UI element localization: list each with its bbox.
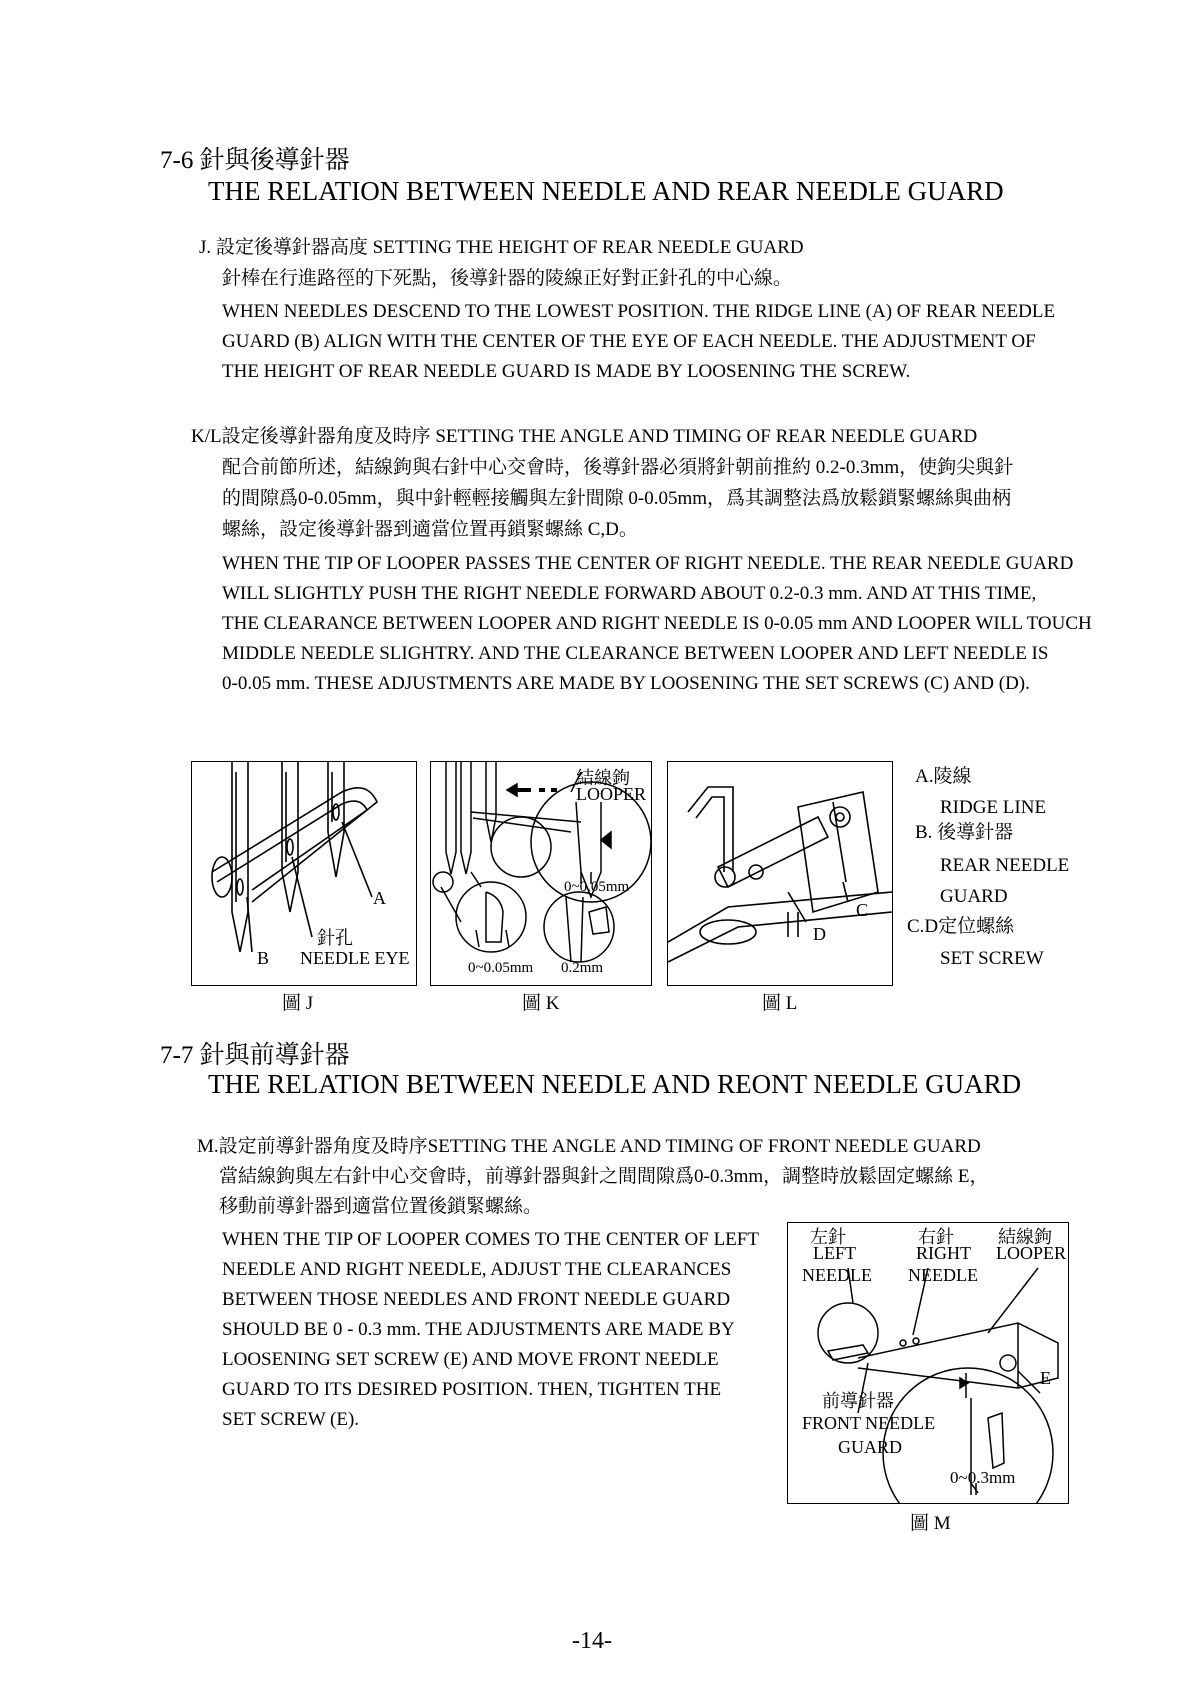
figure-j-label-eye-cn: 針孔 xyxy=(317,928,353,948)
figure-k xyxy=(430,761,652,986)
legend-cd-cn: C.D定位螺絲 xyxy=(907,916,1015,937)
figure-k-looper-en: LOOPER xyxy=(576,784,647,804)
subsection-kl-en-line: WHEN THE TIP OF LOOPER PASSES THE CENTER OF RIGHT NEEDLE. THE REAR NEEDLE GUARD xyxy=(222,553,1074,574)
legend-b-en: REAR NEEDLE xyxy=(940,855,1070,876)
subsection-m-en-line: GUARD TO ITS DESIRED POSITION. THEN, TIGHTEN THE xyxy=(222,1379,722,1400)
figure-j-label-a: A xyxy=(373,888,386,908)
figure-l-caption: 圖 L xyxy=(762,993,798,1014)
subsection-kl-en-line: 0-0.05 mm. THESE ADJUSTMENTS ARE MADE BY LOOSENING THE SET SCREWS (C) AND (D). xyxy=(222,673,1030,694)
figure-m-left-en2: NEEDLE xyxy=(802,1265,872,1285)
subsection-j-heading: J. 設定後導針器高度 SETTING THE HEIGHT OF REAR NEEDLE GUARD xyxy=(199,237,804,258)
figure-m xyxy=(787,1222,1069,1504)
figure-j-label-b: B xyxy=(257,948,270,968)
figure-m-right-en1: RIGHT xyxy=(916,1243,971,1263)
figure-m-looper-en: LOOPER xyxy=(996,1243,1067,1263)
figure-m-label-e: E xyxy=(1040,1368,1051,1388)
figure-l xyxy=(667,761,893,986)
subsection-kl-en-line: WILL SLIGHTLY PUSH THE RIGHT NEEDLE FORWARD ABOUT 0.2-0.3 mm. AND AT THIS TIME, xyxy=(222,583,1037,604)
figure-m-left-cn: 左針 xyxy=(810,1227,846,1247)
subsection-m-heading: M.設定前導針器角度及時序SETTING THE ANGLE AND TIMING OF FRONT NEEDLE GUARD xyxy=(197,1136,981,1157)
subsection-kl-heading: K/L設定後導針器角度及時序 SETTING THE ANGLE AND TIMING OF REAR NEEDLE GUARD xyxy=(191,426,978,447)
legend-a-en: RIDGE LINE xyxy=(940,797,1047,818)
subsection-j-cn: 針棒在行進路徑的下死點，後導針器的陵線正好對正針孔的中心線。 xyxy=(222,268,793,289)
legend-a-cn: A.陵線 xyxy=(915,766,972,787)
figure-k-gap-left: 0~0.05mm xyxy=(468,960,534,976)
subsection-kl-en-line: MIDDLE NEEDLE SLIGHTRY. AND THE CLEARANCE BETWEEN LOOPER AND LEFT NEEDLE IS xyxy=(222,643,1049,664)
figure-m-fng-cn: 前導針器 xyxy=(822,1391,894,1411)
subsection-m-en-line: NEEDLE AND RIGHT NEEDLE, ADJUST THE CLEARANCES xyxy=(222,1259,732,1280)
figure-m-looper-cn: 結線鉤 xyxy=(998,1227,1052,1247)
figure-l-label-c: C xyxy=(856,900,869,920)
figure-m-gap: 0~0.3mm xyxy=(950,1468,1016,1487)
subsection-m-cn-line: 移動前導針器到適當位置後鎖緊螺絲。 xyxy=(219,1196,543,1217)
figure-k-looper-cn: 結線鉤 xyxy=(576,768,630,788)
figure-l-drawing xyxy=(668,762,892,985)
figure-k-gap-middle: 0.2mm xyxy=(561,960,604,976)
figure-m-fng-en2: GUARD xyxy=(838,1437,903,1457)
subsection-m-cn-line: 當結線鉤與左右針中心交會時，前導針器與針之間間隙爲0-0.3mm，調整時放鬆固定螺絲 E， xyxy=(219,1166,989,1187)
subsection-m-en-line: LOOSENING SET SCREW (E) AND MOVE FRONT NEEDLE xyxy=(222,1349,719,1370)
section-7-6-title-cn: 7-6 針與後導針器 xyxy=(160,147,350,174)
section-7-7-title-en: THE RELATION BETWEEN NEEDLE AND REONT NEEDLE GUARD xyxy=(208,1069,1022,1099)
legend-cd-en: SET SCREW xyxy=(940,948,1044,969)
subsection-kl-en-line: THE CLEARANCE BETWEEN LOOPER AND RIGHT NEEDLE IS 0-0.05 mm AND LOOPER WILL TOUCH xyxy=(222,613,1092,634)
legend-b-cn: B. 後導針器 xyxy=(915,822,1014,843)
figure-m-left-en1: LEFT xyxy=(813,1243,856,1263)
figure-j-label-eye-en: NEEDLE EYE xyxy=(300,948,410,968)
page-number: -14- xyxy=(572,1628,612,1654)
subsection-kl-cn-line: 配合前節所述，結線鉤與右針中心交會時，後導針器必須將針朝前推約 0.2-0.3mm，使鉤尖與針 xyxy=(222,457,1014,478)
subsection-m-en-line: SHOULD BE 0 - 0.3 mm. THE ADJUSTMENTS ARE MADE BY xyxy=(222,1319,735,1340)
section-7-6-title-en: THE RELATION BETWEEN NEEDLE AND REAR NEEDLE GUARD xyxy=(208,176,1004,206)
subsection-m-en-line: SET SCREW (E). xyxy=(222,1409,360,1430)
figure-l-label-d: D xyxy=(813,924,826,944)
figure-k-caption: 圖 K xyxy=(522,993,560,1014)
figure-j-caption: 圖 J xyxy=(282,993,314,1014)
figure-m-caption: 圖 M xyxy=(910,1513,951,1534)
section-7-7-title-cn: 7-7 針與前導針器 xyxy=(160,1042,350,1069)
figure-m-fng-en1: FRONT NEEDLE xyxy=(802,1413,936,1433)
subsection-j-en-line: GUARD (B) ALIGN WITH THE CENTER OF THE EYE OF EACH NEEDLE. THE ADJUSTMENT OF xyxy=(222,331,1036,352)
figure-m-right-cn: 右針 xyxy=(918,1227,954,1247)
figure-k-gap-right: 0~0.05mm xyxy=(564,879,630,895)
subsection-m-en-line: BETWEEN THOSE NEEDLES AND FRONT NEEDLE GUARD xyxy=(222,1289,731,1310)
legend-b-en-2: GUARD xyxy=(940,886,1008,907)
subsection-kl-cn-line: 的間隙爲0-0.05mm，與中針輕輕接觸與左針間隙 0-0.05mm，爲其調整法爲放鬆鎖緊螺絲與曲柄 xyxy=(222,488,1012,509)
figure-m-right-en2: NEEDLE xyxy=(908,1265,978,1285)
subsection-j-en-line: THE HEIGHT OF REAR NEEDLE GUARD IS MADE BY LOOSENING THE SCREW. xyxy=(222,361,911,382)
subsection-kl-cn-line: 螺絲，設定後導針器到適當位置再鎖緊螺絲 C,D。 xyxy=(222,519,638,540)
figure-j xyxy=(191,761,417,986)
subsection-m-en-line: WHEN THE TIP OF LOOPER COMES TO THE CENTER OF LEFT xyxy=(222,1229,759,1250)
subsection-j-en-line: WHEN NEEDLES DESCEND TO THE LOWEST POSITION. THE RIDGE LINE (A) OF REAR NEEDLE xyxy=(222,301,1056,322)
